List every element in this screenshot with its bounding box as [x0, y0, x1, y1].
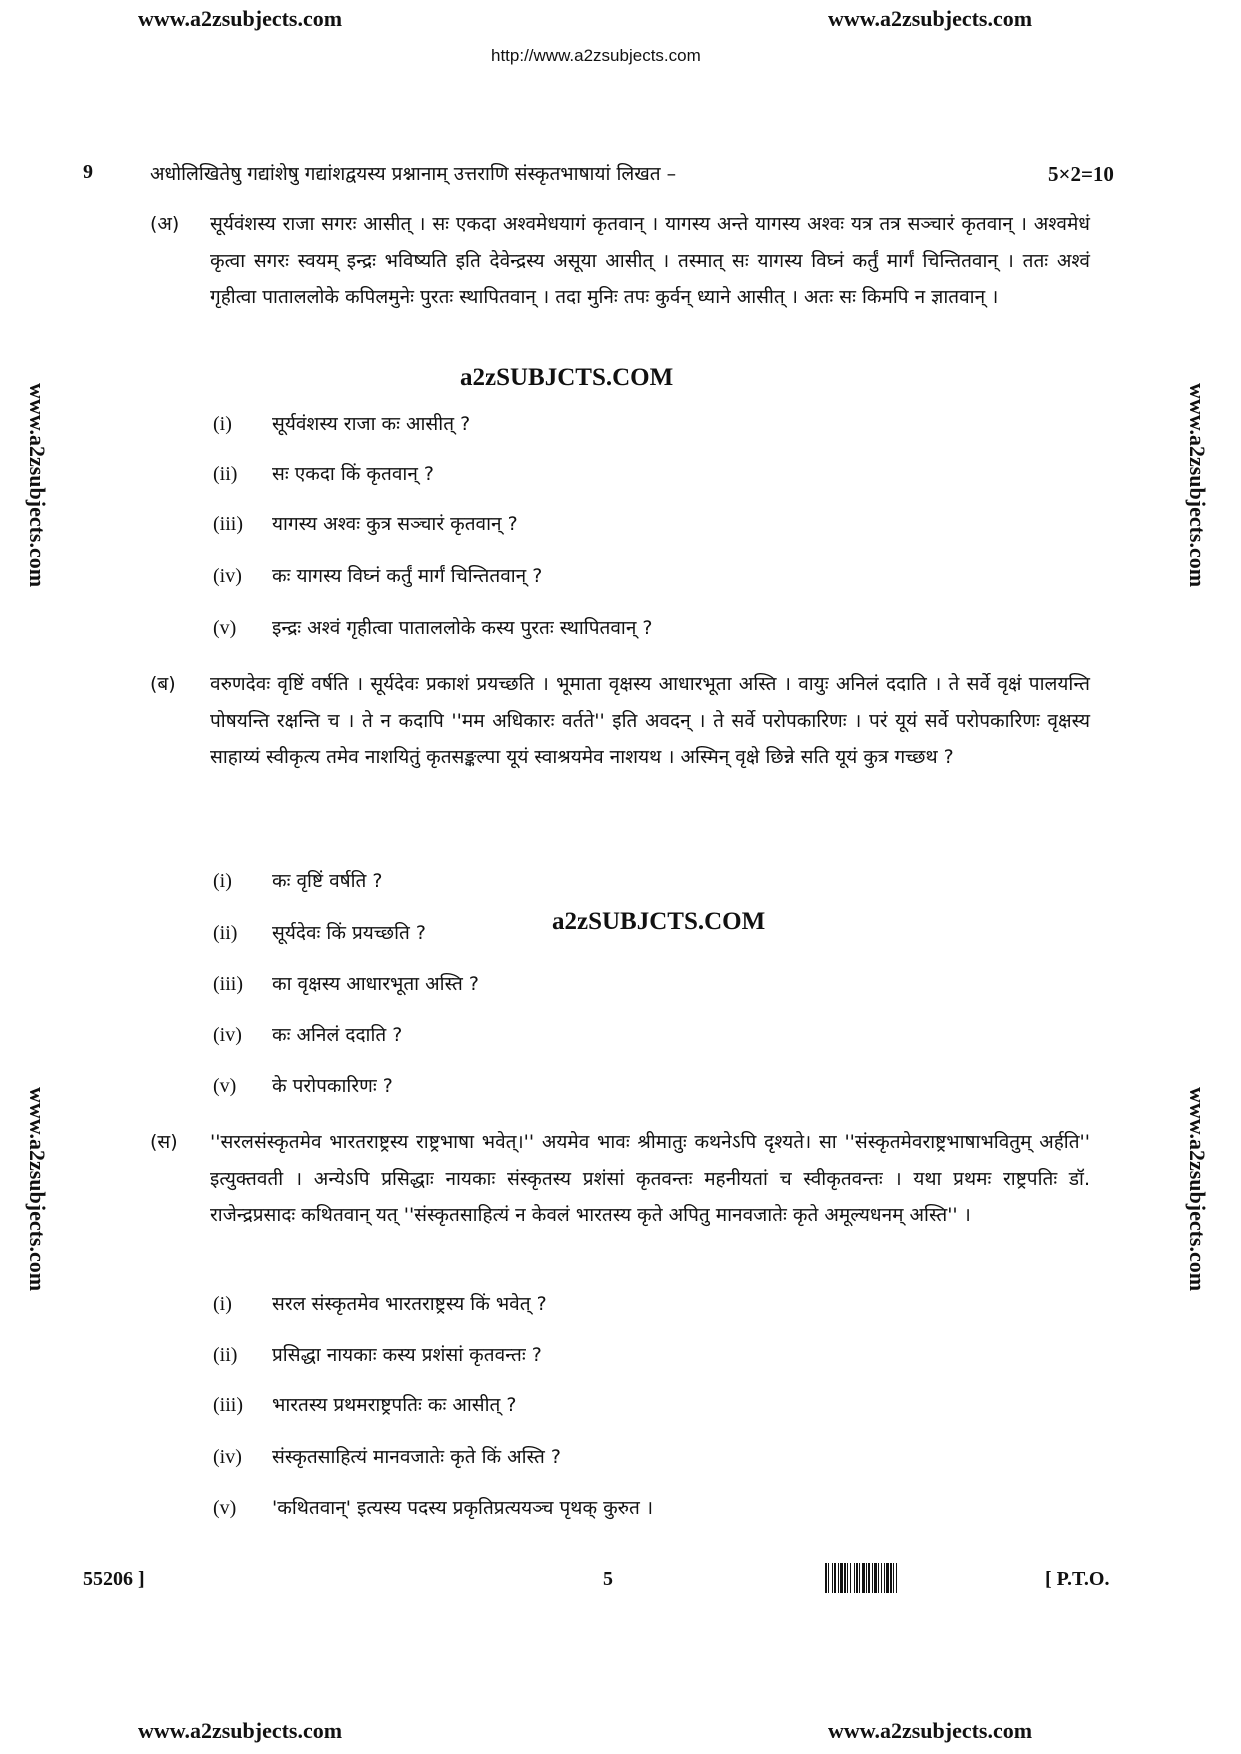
question-c-4-num: (iv) [213, 1446, 242, 1468]
section-c-passage: ''सरलसंस्कृतमेव भारतराष्ट्रस्य राष्ट्रभाषा भवेत्।'' अयमेव भावः श्रीमातुः कथनेऽपि दृश्यते। सा ''संस्कृतमेवराष्ट्रभाषाभवितुम् अर्हति'' इत्युक्तवती । अन्येऽपि प्रसिद्धाः नायकाः संस्कृतस्य प्रशंसां कृतवन्तः महनीयतां च स्वीकृतवन्तः । यथा प्रथमः राष्ट्रपतिः डॉ. राजेन्द्रप्रसादः कथितवान् यत् ''संस्कृतसाहित्यं न केवलं भारतस्य कृते अपितु मानवजातेः कृते अमूल्यधनम् अस्ति'' । [210, 1131, 1090, 1226]
question-c-4-text: संस्कृतसाहित्यं मानवजातेः कृते किं अस्ति ? [272, 1446, 561, 1468]
question-b-5-num: (v) [213, 1075, 237, 1097]
section-a-passage: सूर्यवंशस्य राजा सगरः आसीत् । सः एकदा अश्वमेधयागं कृतवान् । यागस्य अन्ते यागस्य अश्वः यत्र तत्र सञ्चारं कृतवान् । अश्वमेधं कृत्वा सगरः स्वयम् इन्द्रः भविष्यति इति देवेन्द्रस्य असूया आसीत् । तस्मात् सः यागस्य विघ्नं कर्तुं मार्गं चिन्तितवान् । ततः अश्वं गृहीत्वा पाताललोके कपिलमुनेः पुरतः स्थापितवान् । तदा मुनिः तपः कुर्वन् ध्याने आसीत् । अतः सः किमपि न ज्ञातवान् । [210, 213, 1090, 308]
question-marks: 5×2=10 [1048, 162, 1114, 186]
section-label-b: (ब) [150, 673, 176, 695]
question-c-2-num: (ii) [213, 1344, 238, 1366]
question-a-1-num: (i) [213, 413, 232, 435]
question-b-2-num: (ii) [213, 922, 238, 944]
section-b-passage: वरुणदेवः वृष्टिं वर्षति । सूर्यदेवः प्रकाशं प्रयच्छति । भूमाता वृक्षस्य आधारभूता अस्ति । वायुः अनिलं ददाति । ते सर्वे वृक्षं पालयन्ति पोषयन्ति रक्षन्ति च । ते न कदापि ''मम अधिकारः वर्तते'' इति अवदन् । ते सर्वे परोपकारिणः । परं यूयं सर्वे परोपकारिणः वृक्षस्य साहाय्यं स्वीकृत्य तमेव नाशयितुं कृतसङ्कल्पा यूयं स्वाश्रयमेव नाशयथ । अस्मिन् वृक्षे छिन्ने सति यूयं कुत्र गच्छथ ? [210, 673, 1090, 768]
question-c-1-num: (i) [213, 1293, 232, 1315]
question-c-1-text: सरल संस्कृतमेव भारतराष्ट्रस्य किं भवेत् ? [272, 1293, 547, 1315]
header-watermark-left: www.a2zsubjects.com [138, 6, 343, 31]
footer-watermark-right: www.a2zsubjects.com [828, 1718, 1033, 1743]
header-watermark-right: www.a2zsubjects.com [828, 6, 1033, 31]
question-a-1-text: सूर्यवंशस्य राजा कः आसीत् ? [272, 413, 471, 435]
question-a-5-text: इन्द्रः अश्वं गृहीत्वा पाताललोके कस्य पुरतः स्थापितवान् ? [272, 617, 653, 639]
question-b-3-num: (iii) [213, 973, 243, 995]
footer-watermark-left: www.a2zsubjects.com [138, 1718, 343, 1743]
side-watermark-left-bottom: www.a2zsubjects.com [25, 1087, 50, 1292]
question-b-3-text: का वृक्षस्य आधारभूता अस्ति ? [272, 973, 479, 995]
question-b-1-text: कः वृष्टिं वर्षति ? [272, 870, 383, 892]
section-label-c: (स) [150, 1131, 178, 1153]
section-b-watermark: a2zSUBJCTS.COM [552, 908, 766, 935]
side-watermark-right-top: www.a2zsubjects.com [1185, 383, 1210, 588]
side-watermark-left-top: www.a2zsubjects.com [25, 383, 50, 588]
section-label-a: (अ) [150, 213, 180, 235]
side-watermark-right-bottom: www.a2zsubjects.com [1185, 1087, 1210, 1292]
question-a-2-text: सः एकदा किं कृतवान् ? [272, 463, 434, 485]
question-b-4-text: कः अनिलं ददाति ? [272, 1024, 403, 1046]
paper-code: 55206 ] [83, 1568, 145, 1590]
question-b-5-text: के परोपकारिणः ? [272, 1075, 393, 1097]
question-number: 9 [83, 161, 93, 183]
question-a-3-num: (iii) [213, 513, 243, 535]
pto-label: [ P.T.O. [1045, 1568, 1110, 1590]
question-c-5-num: (v) [213, 1497, 237, 1519]
question-c-5-text: 'कथितवान्' इत्यस्य पदस्य प्रकृतिप्रत्ययञ्च पृथक् कुरुत । [272, 1497, 654, 1519]
question-a-4-num: (iv) [213, 565, 242, 587]
question-c-3-num: (iii) [213, 1394, 243, 1416]
question-instruction: अधोलिखितेषु गद्यांशेषु गद्यांशद्वयस्य प्रश्नानाम् उत्तराणि संस्कृतभाषायां लिखत – [150, 163, 677, 185]
question-c-3-text: भारतस्य प्रथमराष्ट्रपतिः कः आसीत् ? [272, 1394, 517, 1416]
header-url: http://www.a2zsubjects.com [491, 46, 701, 65]
question-b-2-text: सूर्यदेवः किं प्रयच्छति ? [272, 922, 426, 944]
question-b-4-num: (iv) [213, 1024, 242, 1046]
question-a-3-text: यागस्य अश्वः कुत्र सञ्चारं कृतवान् ? [272, 513, 518, 535]
question-c-2-text: प्रसिद्धा नायकाः कस्य प्रशंसां कृतवन्तः ? [272, 1344, 542, 1366]
section-a-watermark: a2zSUBJCTS.COM [460, 364, 674, 391]
barcode [825, 1563, 1025, 1593]
question-a-4-text: कः यागस्य विघ्नं कर्तुं मार्गं चिन्तितवान् ? [272, 565, 543, 587]
question-a-2-num: (ii) [213, 463, 238, 485]
page-number: 5 [603, 1568, 613, 1590]
question-b-1-num: (i) [213, 870, 232, 892]
question-a-5-num: (v) [213, 617, 237, 639]
